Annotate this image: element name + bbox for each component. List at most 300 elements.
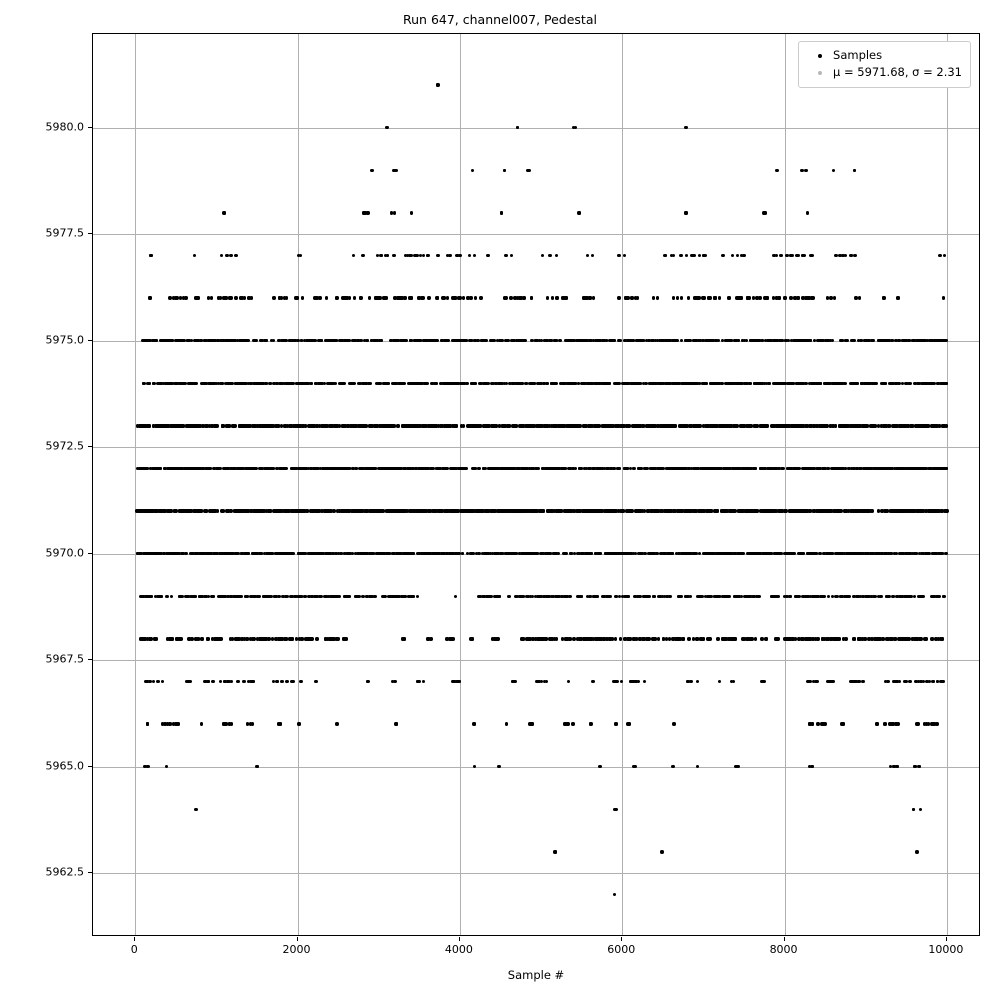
- scatter-point: [421, 509, 424, 512]
- scatter-point: [325, 509, 328, 512]
- scatter-point: [302, 424, 305, 427]
- scatter-point: [266, 424, 269, 427]
- chart-title: Run 647, channel007, Pedestal: [403, 12, 597, 27]
- scatter-point: [766, 467, 769, 470]
- scatter-point: [182, 382, 185, 385]
- scatter-point: [891, 339, 894, 342]
- scatter-point: [338, 509, 341, 512]
- scatter-point: [456, 509, 459, 512]
- scatter-point: [783, 509, 786, 512]
- scatter-point: [928, 467, 931, 470]
- scatter-point: [572, 424, 575, 427]
- scatter-point: [221, 424, 224, 427]
- scatter-point: [546, 296, 549, 299]
- scatter-point: [564, 509, 567, 512]
- scatter-point: [297, 467, 300, 470]
- scatter-point: [921, 382, 924, 385]
- scatter-point: [188, 467, 191, 470]
- scatter-point: [480, 509, 483, 512]
- scatter-point: [906, 509, 909, 512]
- scatter-point: [301, 296, 304, 299]
- scatter-point: [168, 509, 171, 512]
- scatter-point: [326, 382, 329, 385]
- scatter-point: [673, 509, 676, 512]
- scatter-point: [901, 509, 904, 512]
- scatter-point: [454, 296, 457, 299]
- scatter-point: [852, 467, 855, 470]
- scatter-point: [867, 509, 870, 512]
- scatter-point: [774, 467, 777, 470]
- scatter-point: [834, 254, 837, 257]
- scatter-point: [393, 424, 396, 427]
- scatter-point: [854, 382, 857, 385]
- scatter-point: [672, 382, 675, 385]
- scatter-point: [276, 509, 279, 512]
- scatter-point: [532, 382, 535, 385]
- scatter-point: [474, 296, 477, 299]
- scatter-point: [870, 339, 873, 342]
- scatter-point: [797, 296, 800, 299]
- scatter-point: [878, 467, 881, 470]
- scatter-point: [932, 424, 935, 427]
- scatter-point: [483, 467, 486, 470]
- scatter-point: [364, 467, 367, 470]
- scatter-point: [622, 424, 625, 427]
- scatter-point: [739, 424, 742, 427]
- scatter-point: [854, 296, 857, 299]
- scatter-point: [568, 467, 571, 470]
- scatter-point: [643, 509, 646, 512]
- scatter-point: [541, 509, 544, 512]
- scatter-point: [844, 254, 847, 257]
- scatter-point: [633, 424, 636, 427]
- scatter-point: [196, 296, 199, 299]
- scatter-point: [784, 339, 787, 342]
- scatter-point: [672, 296, 675, 299]
- scatter-point: [693, 339, 696, 342]
- scatter-point: [836, 382, 839, 385]
- scatter-point: [342, 382, 345, 385]
- scatter-point: [725, 424, 728, 427]
- scatter-point: [147, 382, 150, 385]
- scatter-point: [942, 296, 945, 299]
- scatter-point: [804, 169, 807, 172]
- scatter-point: [711, 424, 714, 427]
- scatter-point: [319, 382, 322, 385]
- scatter-point: [603, 424, 606, 427]
- scatter-point: [617, 254, 620, 257]
- scatter-point: [220, 254, 223, 257]
- scatter-point: [249, 382, 252, 385]
- scatter-point: [339, 382, 342, 385]
- scatter-point: [438, 509, 441, 512]
- scatter-point: [232, 424, 235, 427]
- scatter-point: [361, 254, 364, 257]
- scatter-point: [740, 254, 743, 257]
- scatter-point: [855, 509, 858, 512]
- scatter-point: [297, 382, 300, 385]
- scatter-point: [664, 254, 667, 257]
- scatter-point: [299, 509, 302, 512]
- scatter-point: [228, 296, 231, 299]
- scatter-point: [533, 424, 536, 427]
- scatter-point: [135, 509, 138, 512]
- scatter-point: [779, 254, 782, 257]
- gridline-vertical: [622, 34, 623, 935]
- gridline-vertical: [785, 34, 786, 935]
- scatter-point: [522, 296, 525, 299]
- scatter-point: [518, 467, 521, 470]
- scatter-point: [486, 254, 489, 257]
- scatter-point: [605, 382, 608, 385]
- scatter-point: [522, 467, 525, 470]
- scatter-point: [465, 382, 468, 385]
- scatter-point: [401, 382, 404, 385]
- scatter-point: [579, 339, 582, 342]
- scatter-point: [370, 169, 373, 172]
- scatter-point: [924, 509, 927, 512]
- scatter-point: [896, 296, 899, 299]
- scatter-point: [514, 424, 517, 427]
- scatter-point: [448, 254, 451, 257]
- scatter-point: [335, 424, 338, 427]
- scatter-point: [693, 424, 696, 427]
- scatter-point: [881, 339, 884, 342]
- scatter-point: [479, 296, 482, 299]
- scatter-point: [663, 424, 666, 427]
- scatter-point: [888, 467, 891, 470]
- scatter-point: [170, 424, 173, 427]
- scatter-point: [269, 382, 272, 385]
- scatter-point: [888, 382, 891, 385]
- scatter-point: [729, 339, 732, 342]
- scatter-point: [334, 382, 337, 385]
- scatter-point: [456, 339, 459, 342]
- scatter-point: [697, 296, 700, 299]
- scatter-point: [815, 382, 818, 385]
- scatter-point: [588, 296, 591, 299]
- scatter-point: [758, 382, 761, 385]
- scatter-point: [343, 296, 346, 299]
- scatter-point: [283, 296, 286, 299]
- scatter-point: [436, 83, 439, 86]
- scatter-point: [680, 296, 683, 299]
- scatter-point: [318, 296, 321, 299]
- scatter-point: [673, 424, 676, 427]
- scatter-point: [916, 424, 919, 427]
- scatter-point: [855, 424, 858, 427]
- scatter-point: [560, 509, 563, 512]
- scatter-point: [761, 424, 764, 427]
- scatter-point: [493, 509, 496, 512]
- scatter-point: [320, 509, 323, 512]
- scatter-point: [432, 509, 435, 512]
- scatter-point: [908, 382, 911, 385]
- scatter-point: [381, 424, 384, 427]
- scatter-point: [376, 296, 379, 299]
- scatter-point: [821, 509, 824, 512]
- scatter-point: [724, 467, 727, 470]
- scatter-point: [194, 424, 197, 427]
- scatter-point: [446, 339, 449, 342]
- scatter-point: [473, 382, 476, 385]
- scatter-point: [793, 509, 796, 512]
- scatter-point: [643, 467, 646, 470]
- scatter-point: [883, 382, 886, 385]
- scatter-point: [558, 339, 561, 342]
- scatter-point: [403, 467, 406, 470]
- scatter-point: [731, 254, 734, 257]
- scatter-point: [694, 509, 697, 512]
- scatter-point: [225, 254, 228, 257]
- scatter-point: [777, 467, 780, 470]
- scatter-point: [284, 467, 287, 470]
- scatter-point: [676, 467, 679, 470]
- scatter-point: [694, 382, 697, 385]
- scatter-point: [159, 467, 162, 470]
- scatter-point: [841, 424, 844, 427]
- scatter-point: [688, 424, 691, 427]
- scatter-point: [721, 424, 724, 427]
- scatter-point: [589, 382, 592, 385]
- scatter-point: [417, 467, 420, 470]
- scatter-point: [541, 254, 544, 257]
- scatter-point: [185, 509, 188, 512]
- scatter-point: [685, 254, 688, 257]
- scatter-point: [617, 467, 620, 470]
- scatter-point: [157, 424, 160, 427]
- scatter-point: [606, 467, 609, 470]
- scatter-point: [506, 339, 509, 342]
- scatter-point: [520, 382, 523, 385]
- scatter-point: [290, 467, 293, 470]
- scatter-point: [569, 382, 572, 385]
- scatter-point: [444, 424, 447, 427]
- scatter-point: [455, 254, 458, 257]
- scatter-point: [703, 254, 706, 257]
- scatter-point: [446, 296, 449, 299]
- scatter-point: [627, 424, 630, 427]
- scatter-point: [393, 382, 396, 385]
- gridline-horizontal: [93, 873, 979, 874]
- x-axis-label: Sample #: [507, 968, 565, 982]
- scatter-point: [379, 254, 382, 257]
- scatter-point: [589, 424, 592, 427]
- gridline-horizontal: [93, 767, 979, 768]
- scatter-point: [826, 296, 829, 299]
- scatter-point: [158, 509, 161, 512]
- scatter-point: [448, 424, 451, 427]
- scatter-point: [673, 467, 676, 470]
- scatter-point: [476, 509, 479, 512]
- scatter-point: [851, 509, 854, 512]
- scatter-point: [882, 296, 885, 299]
- scatter-point: [509, 296, 512, 299]
- scatter-point: [492, 339, 495, 342]
- scatter-point: [256, 509, 259, 512]
- scatter-point: [366, 339, 369, 342]
- scatter-point: [234, 382, 237, 385]
- scatter-point: [771, 424, 774, 427]
- scatter-point: [750, 509, 753, 512]
- scatter-point: [375, 424, 378, 427]
- scatter-point: [623, 382, 626, 385]
- scatter-point: [392, 254, 395, 257]
- scatter-point: [380, 339, 383, 342]
- scatter-point: [283, 509, 286, 512]
- scatter-point: [812, 509, 815, 512]
- scatter-point: [469, 509, 472, 512]
- scatter-point: [216, 509, 219, 512]
- scatter-point: [941, 467, 944, 470]
- scatter-point: [888, 424, 891, 427]
- scatter-point: [765, 382, 768, 385]
- scatter-point: [404, 296, 407, 299]
- scatter-point: [709, 509, 712, 512]
- scatter-point: [817, 509, 820, 512]
- scatter-point: [913, 509, 916, 512]
- scatter-point: [753, 424, 756, 427]
- scatter-point: [226, 382, 229, 385]
- scatter-point: [660, 509, 663, 512]
- scatter-point: [752, 296, 755, 299]
- scatter-point: [280, 296, 283, 299]
- scatter-point: [492, 424, 495, 427]
- gridline-horizontal: [93, 234, 979, 235]
- scatter-point: [832, 169, 835, 172]
- scatter-point: [720, 382, 723, 385]
- scatter-point: [332, 509, 335, 512]
- scatter-point: [395, 169, 398, 172]
- gridline-vertical: [135, 34, 136, 935]
- scatter-point: [777, 509, 780, 512]
- scatter-point: [545, 424, 548, 427]
- scatter-point: [944, 382, 947, 385]
- scatter-point: [700, 467, 703, 470]
- scatter-point: [938, 467, 941, 470]
- scatter-point: [713, 296, 716, 299]
- scatter-point: [652, 296, 655, 299]
- scatter-point: [444, 467, 447, 470]
- scatter-point: [227, 424, 230, 427]
- scatter-point: [483, 339, 486, 342]
- scatter-point: [439, 424, 442, 427]
- scatter-point: [861, 424, 864, 427]
- scatter-point: [596, 424, 599, 427]
- scatter-point: [554, 424, 557, 427]
- scatter-point: [898, 509, 901, 512]
- scatter-point: [614, 424, 617, 427]
- scatter-point: [423, 424, 426, 427]
- scatter-point: [411, 509, 414, 512]
- scatter-point: [676, 296, 679, 299]
- scatter-point: [555, 254, 558, 257]
- gridline-horizontal: [93, 447, 979, 448]
- scatter-point: [833, 296, 836, 299]
- scatter-point: [353, 296, 356, 299]
- scatter-point: [745, 339, 748, 342]
- scatter-point: [866, 424, 869, 427]
- scatter-point: [460, 424, 463, 427]
- scatter-point: [291, 509, 294, 512]
- scatter-point: [363, 424, 366, 427]
- scatter-point: [385, 296, 388, 299]
- scatter-point: [484, 509, 487, 512]
- scatter-point: [789, 509, 792, 512]
- scatter-point: [265, 382, 268, 385]
- scatter-point: [401, 424, 404, 427]
- scatter-point: [624, 296, 627, 299]
- scatter-point: [471, 169, 474, 172]
- scatter-point: [721, 339, 724, 342]
- scatter-point: [680, 339, 683, 342]
- scatter-point: [432, 424, 435, 427]
- scatter-point: [245, 509, 248, 512]
- scatter-point: [406, 509, 409, 512]
- scatter-point: [359, 509, 362, 512]
- scatter-point: [156, 382, 159, 385]
- scatter-point: [210, 296, 213, 299]
- scatter-point: [148, 296, 151, 299]
- scatter-point: [656, 296, 659, 299]
- scatter-point: [299, 254, 302, 257]
- scatter-point: [377, 382, 380, 385]
- scatter-point: [496, 467, 499, 470]
- scatter-point: [275, 382, 278, 385]
- scatter-point: [499, 382, 502, 385]
- scatter-point: [247, 296, 250, 299]
- scatter-point: [690, 254, 693, 257]
- scatter-point: [749, 424, 752, 427]
- scatter-point: [540, 424, 543, 427]
- scatter-point: [831, 339, 834, 342]
- scatter-point: [860, 339, 863, 342]
- scatter-point: [409, 339, 412, 342]
- scatter-point: [175, 296, 178, 299]
- gridline-vertical: [298, 34, 299, 935]
- scatter-point: [548, 254, 551, 257]
- scatter-point: [417, 424, 420, 427]
- scatter-point: [897, 339, 900, 342]
- scatter-point: [418, 382, 421, 385]
- scatter-point: [586, 254, 589, 257]
- scatter-point: [705, 509, 708, 512]
- scatter-point: [780, 382, 783, 385]
- scatter-point: [805, 509, 808, 512]
- scatter-point: [174, 382, 177, 385]
- scatter-point: [536, 424, 539, 427]
- scatter-point: [329, 509, 332, 512]
- scatter-point: [839, 467, 842, 470]
- scatter-point: [582, 296, 585, 299]
- scatter-point: [468, 254, 471, 257]
- scatter-point: [704, 382, 707, 385]
- scatter-point: [721, 254, 724, 257]
- scatter-point: [422, 254, 425, 257]
- scatter-point: [794, 424, 797, 427]
- scatter-point: [583, 467, 586, 470]
- scatter-point: [639, 424, 642, 427]
- scatter-point: [272, 296, 275, 299]
- scatter-point: [762, 211, 765, 214]
- scatter-point: [202, 424, 205, 427]
- scatter-point: [461, 509, 464, 512]
- scatter-point: [436, 296, 439, 299]
- scatter-point: [788, 467, 791, 470]
- scatter-point: [797, 467, 800, 470]
- scatter-point: [182, 424, 185, 427]
- plot-area: [92, 33, 980, 936]
